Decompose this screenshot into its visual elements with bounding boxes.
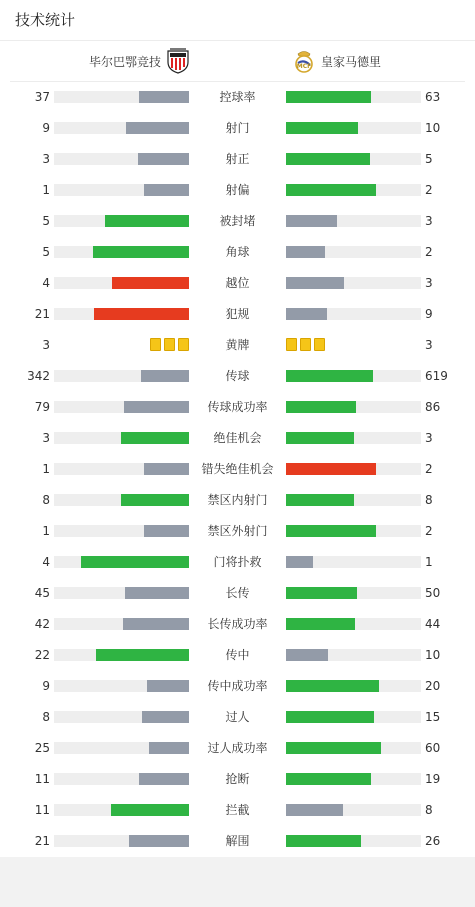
yellow-card-icon — [314, 338, 325, 351]
stat-label: 控球率 — [219, 90, 256, 104]
stat-label: 传球成功率 — [207, 400, 268, 414]
away-bar-fill — [286, 773, 371, 785]
away-bar-track — [286, 649, 421, 661]
away-bar-fill — [286, 711, 374, 723]
home-value: 79 — [34, 400, 50, 414]
home-bar-fill — [112, 277, 189, 289]
away-bar-track — [286, 618, 421, 630]
stat-row — [0, 113, 475, 144]
home-bar-track — [54, 401, 189, 413]
home-bar-track — [54, 463, 189, 475]
divider — [0, 40, 475, 41]
stat-label: 过人 — [225, 710, 250, 724]
away-value: 8 — [425, 493, 433, 507]
away-bar-fill — [286, 246, 325, 258]
home-bar-track — [54, 804, 189, 816]
home-team-name: 毕尔巴鄂竞技 — [88, 54, 161, 69]
stat-label: 传中成功率 — [207, 679, 268, 693]
away-bar-track — [286, 804, 421, 816]
stat-label: 射门 — [225, 121, 250, 135]
away-bar-fill — [286, 184, 376, 196]
away-bar-track — [286, 556, 421, 568]
home-bar-track — [54, 742, 189, 754]
home-bar-fill — [111, 804, 189, 816]
stat-label: 抢断 — [225, 772, 250, 786]
away-value: 15 — [425, 710, 441, 724]
away-bar-track — [286, 246, 421, 258]
stat-label: 射正 — [225, 152, 250, 166]
away-value: 8 — [425, 803, 433, 817]
stat-label: 门将扑救 — [213, 555, 262, 569]
away-bar-track — [286, 835, 421, 847]
away-bar-track — [286, 215, 421, 227]
stat-row — [0, 609, 475, 640]
away-bar-track — [286, 153, 421, 165]
home-value: 8 — [42, 493, 50, 507]
home-value: 21 — [34, 307, 50, 321]
stat-row — [0, 640, 475, 671]
yellow-card-icon — [178, 338, 189, 351]
away-bar-fill — [286, 463, 376, 475]
away-value: 63 — [425, 90, 441, 104]
away-bar-fill — [286, 556, 313, 568]
home-bar-track — [54, 649, 189, 661]
stat-row — [0, 454, 475, 485]
away-value: 9 — [425, 307, 433, 321]
home-bar-track — [54, 246, 189, 258]
away-value: 619 — [425, 369, 448, 383]
stat-row — [0, 206, 475, 237]
away-value: 5 — [425, 152, 433, 166]
stat-row — [0, 82, 475, 113]
away-bar-fill — [286, 401, 356, 413]
home-bar-fill — [94, 308, 189, 320]
away-bar-fill — [286, 308, 327, 320]
away-bar-fill — [286, 742, 381, 754]
home-value: 45 — [34, 586, 50, 600]
away-bar-fill — [286, 277, 344, 289]
stat-label: 错失绝佳机会 — [201, 462, 274, 476]
home-bar-fill — [139, 773, 189, 785]
stat-row — [0, 733, 475, 764]
away-bar-track — [286, 680, 421, 692]
page-title: 技术统计 — [15, 11, 76, 29]
home-bar-track — [54, 587, 189, 599]
home-bar-track — [54, 711, 189, 723]
away-bar-track — [286, 742, 421, 754]
real-madrid-crest-icon — [292, 48, 316, 74]
away-bar-track — [286, 525, 421, 537]
home-bar-track — [54, 277, 189, 289]
stat-row — [0, 330, 475, 361]
home-team-header[interactable] — [89, 48, 190, 74]
svg-text:MCF: MCF — [296, 63, 312, 70]
home-bar-fill — [125, 587, 189, 599]
stat-row — [0, 764, 475, 795]
home-bar-fill — [139, 91, 189, 103]
stat-row — [0, 547, 475, 578]
away-yellow-cards — [286, 338, 325, 351]
away-value: 2 — [425, 183, 433, 197]
stat-label: 禁区内射门 — [207, 493, 268, 507]
home-bar-fill — [121, 432, 189, 444]
away-value: 20 — [425, 679, 441, 693]
away-bar-fill — [286, 370, 373, 382]
away-bar-track — [286, 184, 421, 196]
away-team-header[interactable] — [292, 48, 381, 74]
home-value: 9 — [42, 679, 50, 693]
stat-label: 被封堵 — [219, 214, 256, 228]
stat-row — [0, 671, 475, 702]
stat-row — [0, 702, 475, 733]
home-value: 25 — [34, 741, 50, 755]
home-yellow-cards — [150, 338, 189, 351]
away-bar-track — [286, 773, 421, 785]
away-bar-fill — [286, 680, 379, 692]
stat-row — [0, 361, 475, 392]
home-bar-fill — [144, 525, 189, 537]
stat-label: 长传成功率 — [207, 617, 268, 631]
home-bar-track — [54, 153, 189, 165]
away-value: 19 — [425, 772, 441, 786]
stat-label: 黄牌 — [225, 338, 250, 352]
stat-row — [0, 299, 475, 330]
away-bar-fill — [286, 618, 355, 630]
home-value: 11 — [34, 803, 50, 817]
yellow-card-icon — [150, 338, 161, 351]
stat-row — [0, 175, 475, 206]
home-value: 9 — [42, 121, 50, 135]
stat-row — [0, 578, 475, 609]
away-bar-fill — [286, 122, 358, 134]
yellow-card-icon — [300, 338, 311, 351]
stat-row — [0, 268, 475, 299]
home-value: 5 — [42, 245, 50, 259]
home-bar-fill — [129, 835, 189, 847]
away-bar-track — [286, 370, 421, 382]
home-bar-track — [54, 215, 189, 227]
away-value: 44 — [425, 617, 441, 631]
home-value: 37 — [34, 90, 50, 104]
home-bar-fill — [149, 742, 189, 754]
home-value: 1 — [42, 183, 50, 197]
away-value: 1 — [425, 555, 433, 569]
stat-row — [0, 795, 475, 826]
home-bar-track — [54, 184, 189, 196]
away-value: 60 — [425, 741, 441, 755]
away-bar-fill — [286, 525, 376, 537]
home-value: 4 — [42, 555, 50, 569]
stat-label: 解围 — [225, 834, 250, 848]
stat-label: 禁区外射门 — [207, 524, 268, 538]
home-bar-track — [54, 618, 189, 630]
home-bar-track — [54, 680, 189, 692]
away-bar-track — [286, 308, 421, 320]
stat-row — [0, 237, 475, 268]
stat-label: 传中 — [225, 648, 250, 662]
away-bar-fill — [286, 804, 343, 816]
away-value: 3 — [425, 214, 433, 228]
stat-row — [0, 392, 475, 423]
stat-row — [0, 423, 475, 454]
home-bar-fill — [142, 711, 189, 723]
yellow-card-icon — [164, 338, 175, 351]
away-value: 10 — [425, 121, 441, 135]
away-bar-track — [286, 463, 421, 475]
home-bar-fill — [126, 122, 189, 134]
home-value: 22 — [34, 648, 50, 662]
home-bar-fill — [141, 370, 189, 382]
stat-row — [0, 516, 475, 547]
stat-label: 犯规 — [225, 307, 250, 321]
home-value: 4 — [42, 276, 50, 290]
home-bar-fill — [93, 246, 189, 258]
away-bar-track — [286, 401, 421, 413]
away-value: 50 — [425, 586, 441, 600]
away-value: 3 — [425, 276, 433, 290]
yellow-card-icon — [286, 338, 297, 351]
away-value: 2 — [425, 524, 433, 538]
away-bar-fill — [286, 153, 370, 165]
away-value: 3 — [425, 338, 433, 352]
home-value: 1 — [42, 524, 50, 538]
away-bar-track — [286, 711, 421, 723]
away-bar-fill — [286, 649, 328, 661]
home-bar-track — [54, 122, 189, 134]
home-value: 42 — [34, 617, 50, 631]
home-value: 3 — [42, 152, 50, 166]
away-value: 2 — [425, 462, 433, 476]
home-bar-track — [54, 432, 189, 444]
away-bar-fill — [286, 91, 371, 103]
stat-label: 射偏 — [225, 183, 250, 197]
stat-label: 过人成功率 — [207, 741, 268, 755]
home-bar-fill — [81, 556, 189, 568]
away-bar-fill — [286, 835, 361, 847]
home-bar-track — [54, 525, 189, 537]
stat-label: 长传 — [225, 586, 250, 600]
stat-label: 绝佳机会 — [213, 431, 262, 445]
home-bar-track — [54, 773, 189, 785]
away-bar-fill — [286, 494, 354, 506]
stat-row — [0, 826, 475, 857]
away-value: 10 — [425, 648, 441, 662]
home-value: 1 — [42, 462, 50, 476]
home-value: 342 — [27, 369, 50, 383]
home-value: 5 — [42, 214, 50, 228]
home-bar-track — [54, 308, 189, 320]
stat-label: 越位 — [225, 276, 250, 290]
athletic-bilbao-crest-icon — [166, 48, 190, 74]
home-bar-track — [54, 370, 189, 382]
away-bar-fill — [286, 215, 337, 227]
away-bar-track — [286, 122, 421, 134]
home-value: 3 — [42, 431, 50, 445]
away-bar-track — [286, 432, 421, 444]
home-bar-fill — [138, 153, 189, 165]
away-bar-fill — [286, 587, 357, 599]
away-value: 3 — [425, 431, 433, 445]
home-bar-track — [54, 556, 189, 568]
home-bar-track — [54, 835, 189, 847]
stat-row — [0, 144, 475, 175]
home-bar-track — [54, 494, 189, 506]
away-bar-track — [286, 494, 421, 506]
away-bar-track — [286, 277, 421, 289]
home-bar-fill — [124, 401, 189, 413]
home-bar-fill — [144, 184, 189, 196]
home-value: 3 — [42, 338, 50, 352]
stat-label: 拦截 — [225, 803, 250, 817]
home-value: 8 — [42, 710, 50, 724]
home-bar-fill — [121, 494, 189, 506]
home-bar-fill — [144, 463, 189, 475]
away-bar-track — [286, 587, 421, 599]
stat-label: 角球 — [225, 245, 250, 259]
home-value: 21 — [34, 834, 50, 848]
home-bar-fill — [96, 649, 189, 661]
stat-label: 传球 — [225, 369, 250, 383]
home-bar-fill — [123, 618, 189, 630]
away-bar-fill — [286, 432, 354, 444]
home-bar-track — [54, 91, 189, 103]
home-value: 11 — [34, 772, 50, 786]
home-bar-fill — [105, 215, 189, 227]
stat-row — [0, 485, 475, 516]
home-bar-fill — [147, 680, 189, 692]
away-bar-track — [286, 91, 421, 103]
away-value: 2 — [425, 245, 433, 259]
away-value: 26 — [425, 834, 441, 848]
away-team-name: 皇家马德里 — [321, 54, 382, 69]
away-value: 86 — [425, 400, 441, 414]
